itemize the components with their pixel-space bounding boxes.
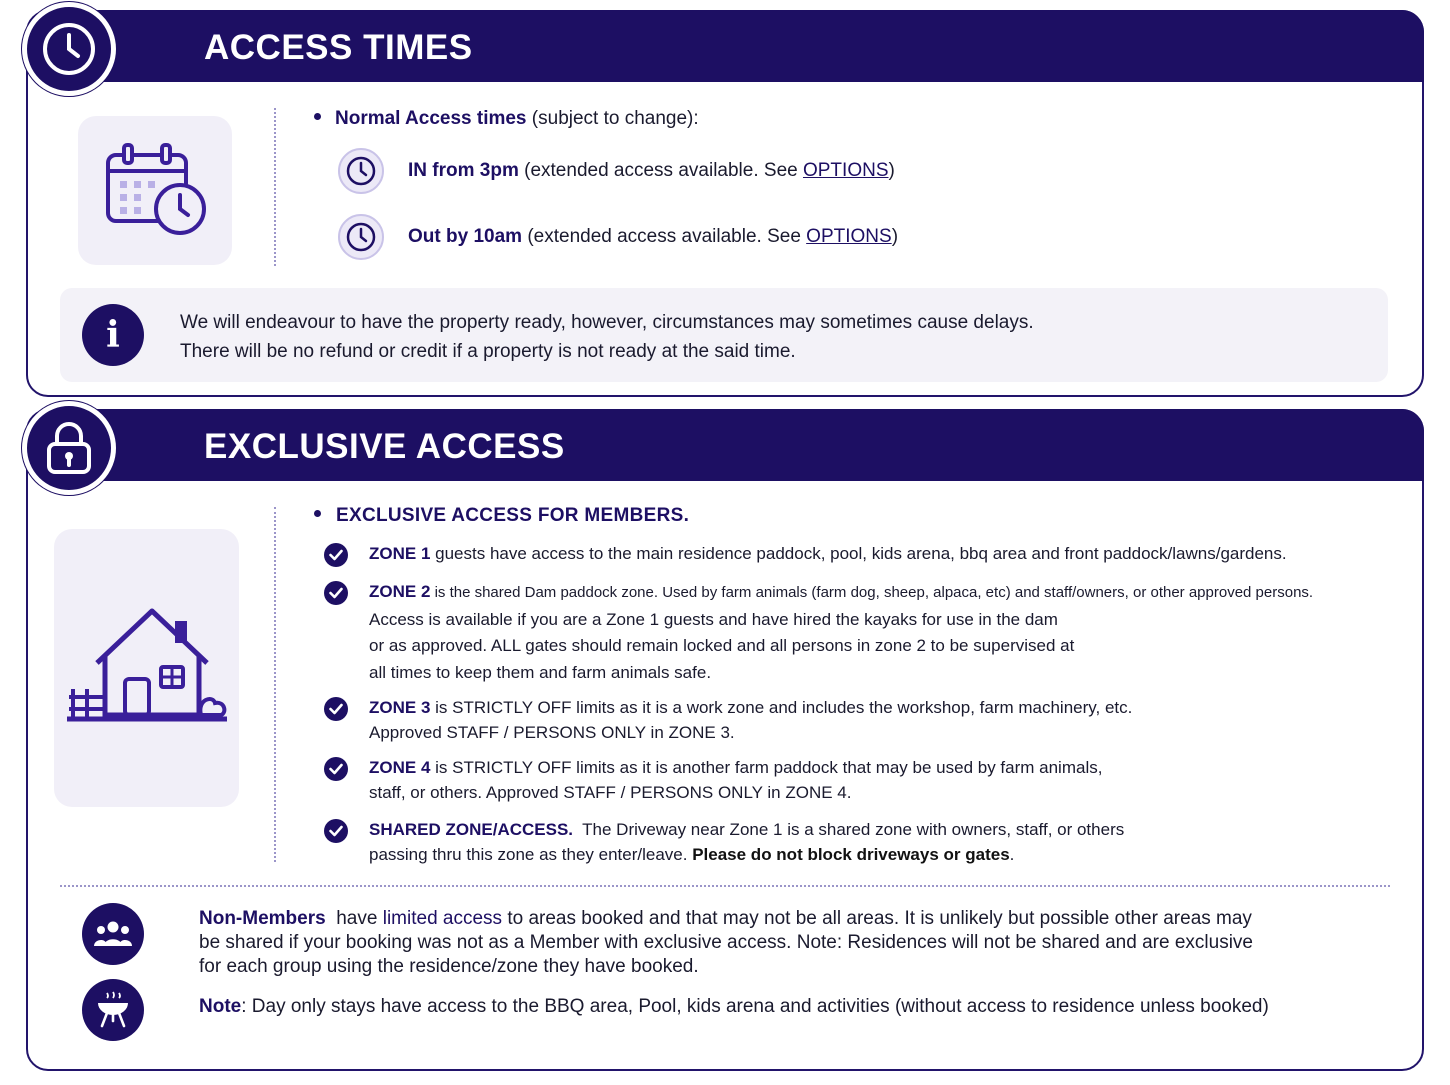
clock-icon <box>338 214 384 260</box>
info-icon: i <box>82 304 144 366</box>
zone-4-line-2: staff, or others. Approved STAFF / PERSONS ONLY in ZONE 4. <box>369 783 852 802</box>
exclusive-access-header-bar <box>88 409 1424 481</box>
lock-badge <box>22 401 116 495</box>
limited-access-text: limited access <box>382 908 503 929</box>
house-tile <box>54 529 239 807</box>
zone-2-line-3: or as approved. ALL gates should remain locked and all persons in zone 2 to be supervised at <box>369 636 1075 655</box>
zone-3-text <box>369 695 1132 745</box>
non-members-label: Non-Members <box>199 908 326 929</box>
access-times-header-bar <box>88 10 1424 82</box>
normal-access-note: (subject to change): <box>526 108 699 129</box>
notice-text <box>180 308 1034 366</box>
check-out-time: Out by 10am <box>408 226 523 247</box>
people-icon <box>82 903 144 965</box>
check-icon <box>324 581 348 605</box>
zone-1-desc: guests have access to the main residence paddock, pool, kids arena, bbq area and front paddock/lawns/gardens. <box>430 544 1287 563</box>
house-icon <box>67 603 227 733</box>
normal-access-heading <box>314 108 699 130</box>
check-in-note: (extended access available. See <box>518 160 803 181</box>
access-times-title: ACCESS TIMES <box>204 28 473 67</box>
zone-2-line-4: all times to keep them and farm animals safe. <box>369 662 712 682</box>
check-in-time: IN from 3pm <box>408 160 519 181</box>
clock-badge <box>22 2 116 96</box>
calendar-clock-icon <box>100 141 210 241</box>
zone-4-text <box>369 755 1102 805</box>
members-heading-text: EXCLUSIVE ACCESS FOR MEMBERS. <box>336 505 690 526</box>
normal-access-label: Normal Access times <box>335 108 527 129</box>
access-times-card <box>26 10 1424 397</box>
shared-zone-line-2: passing thru this zone as they enter/leave. <box>369 845 693 864</box>
non-members-paragraph <box>199 907 1269 979</box>
check-out-note: (extended access available. See <box>522 226 807 247</box>
zone-4-item <box>324 755 1102 805</box>
clock-icon <box>338 148 384 194</box>
check-in-row <box>338 148 895 194</box>
shared-zone-item <box>324 817 1124 867</box>
zone-2-label: ZONE 2 <box>369 582 431 601</box>
bullet-dot <box>314 113 321 120</box>
exclusive-access-title: EXCLUSIVE ACCESS <box>204 427 565 466</box>
zone-2-text <box>369 579 1313 686</box>
check-out-close: ) <box>891 226 899 247</box>
vertical-divider <box>274 507 276 862</box>
check-in-close: ) <box>888 160 895 181</box>
zone-1-item <box>324 541 1287 567</box>
shared-zone-text <box>369 817 1124 867</box>
vertical-divider <box>274 108 276 266</box>
shared-zone-desc: The Driveway near Zone 1 is a shared zone with owners, staff, or others <box>573 820 1125 839</box>
check-icon <box>324 819 348 843</box>
zone-4-label: ZONE 4 <box>369 758 431 777</box>
clock-icon <box>40 20 98 78</box>
zone-3-item <box>324 695 1132 745</box>
non-members-desc: to areas booked and that may not be all areas. It is unlikely but possible other areas may be shared if your booking was not as a Member with exclusive access. Note: Residences will not be shared and are exclusive for each group using the residence/zone they have booked. <box>199 908 1253 977</box>
shared-zone-label: SHARED ZONE/ACCESS. <box>369 820 574 839</box>
options-link-in[interactable]: OPTIONS <box>802 160 889 181</box>
check-icon <box>324 697 348 721</box>
zone-1-text <box>369 541 1287 566</box>
shared-zone-period: . <box>1009 845 1015 864</box>
lock-icon <box>42 419 96 477</box>
exclusive-access-card <box>26 409 1424 1071</box>
bullet-dot <box>314 510 321 517</box>
zone-2-item <box>324 579 1313 686</box>
zone-3-line-2: Approved STAFF / PERSONS ONLY in ZONE 3. <box>369 723 735 742</box>
zone-3-desc: is STRICTLY OFF limits as it is a work zone and includes the workshop, farm machinery, etc. <box>430 698 1133 717</box>
zone-3-label: ZONE 3 <box>369 698 431 717</box>
readiness-notice <box>60 288 1388 382</box>
note-text: : Day only stays have access to the BBQ area, Pool, kids arena and activities (without access to residence unless booked) <box>241 996 1269 1017</box>
non-members-have: have <box>325 908 383 929</box>
check-icon <box>324 543 348 567</box>
notice-line-2: There will be no refund or credit if a property is not ready at the said time. <box>180 341 796 362</box>
shared-zone-warning: Please do not block driveways or gates <box>692 845 1010 864</box>
zone-2-line-2: Access is available if you are a Zone 1 guests and have hired the kayaks for use in the dam <box>369 609 1058 629</box>
check-icon <box>324 757 348 781</box>
calendar-tile <box>78 116 232 265</box>
members-heading <box>314 505 689 527</box>
notice-line-1: We will endeavour to have the property ready, however, circumstances may sometimes cause delays. <box>180 312 1034 333</box>
zone-1-label: ZONE 1 <box>369 544 431 563</box>
horizontal-divider <box>60 885 1390 887</box>
options-link-out[interactable]: OPTIONS <box>806 226 892 247</box>
check-out-row <box>338 214 898 260</box>
note-label: Note <box>199 996 242 1017</box>
zone-2-desc: is the shared Dam paddock zone. Used by farm animals (farm dog, sheep, alpaca, etc) and staff/owners, or other approved persons. <box>430 584 1314 601</box>
zone-4-desc: is STRICTLY OFF limits as it is another farm paddock that may be used by farm animals, <box>430 758 1103 777</box>
day-stay-note <box>199 995 1269 1019</box>
bbq-grill-icon <box>82 979 144 1041</box>
